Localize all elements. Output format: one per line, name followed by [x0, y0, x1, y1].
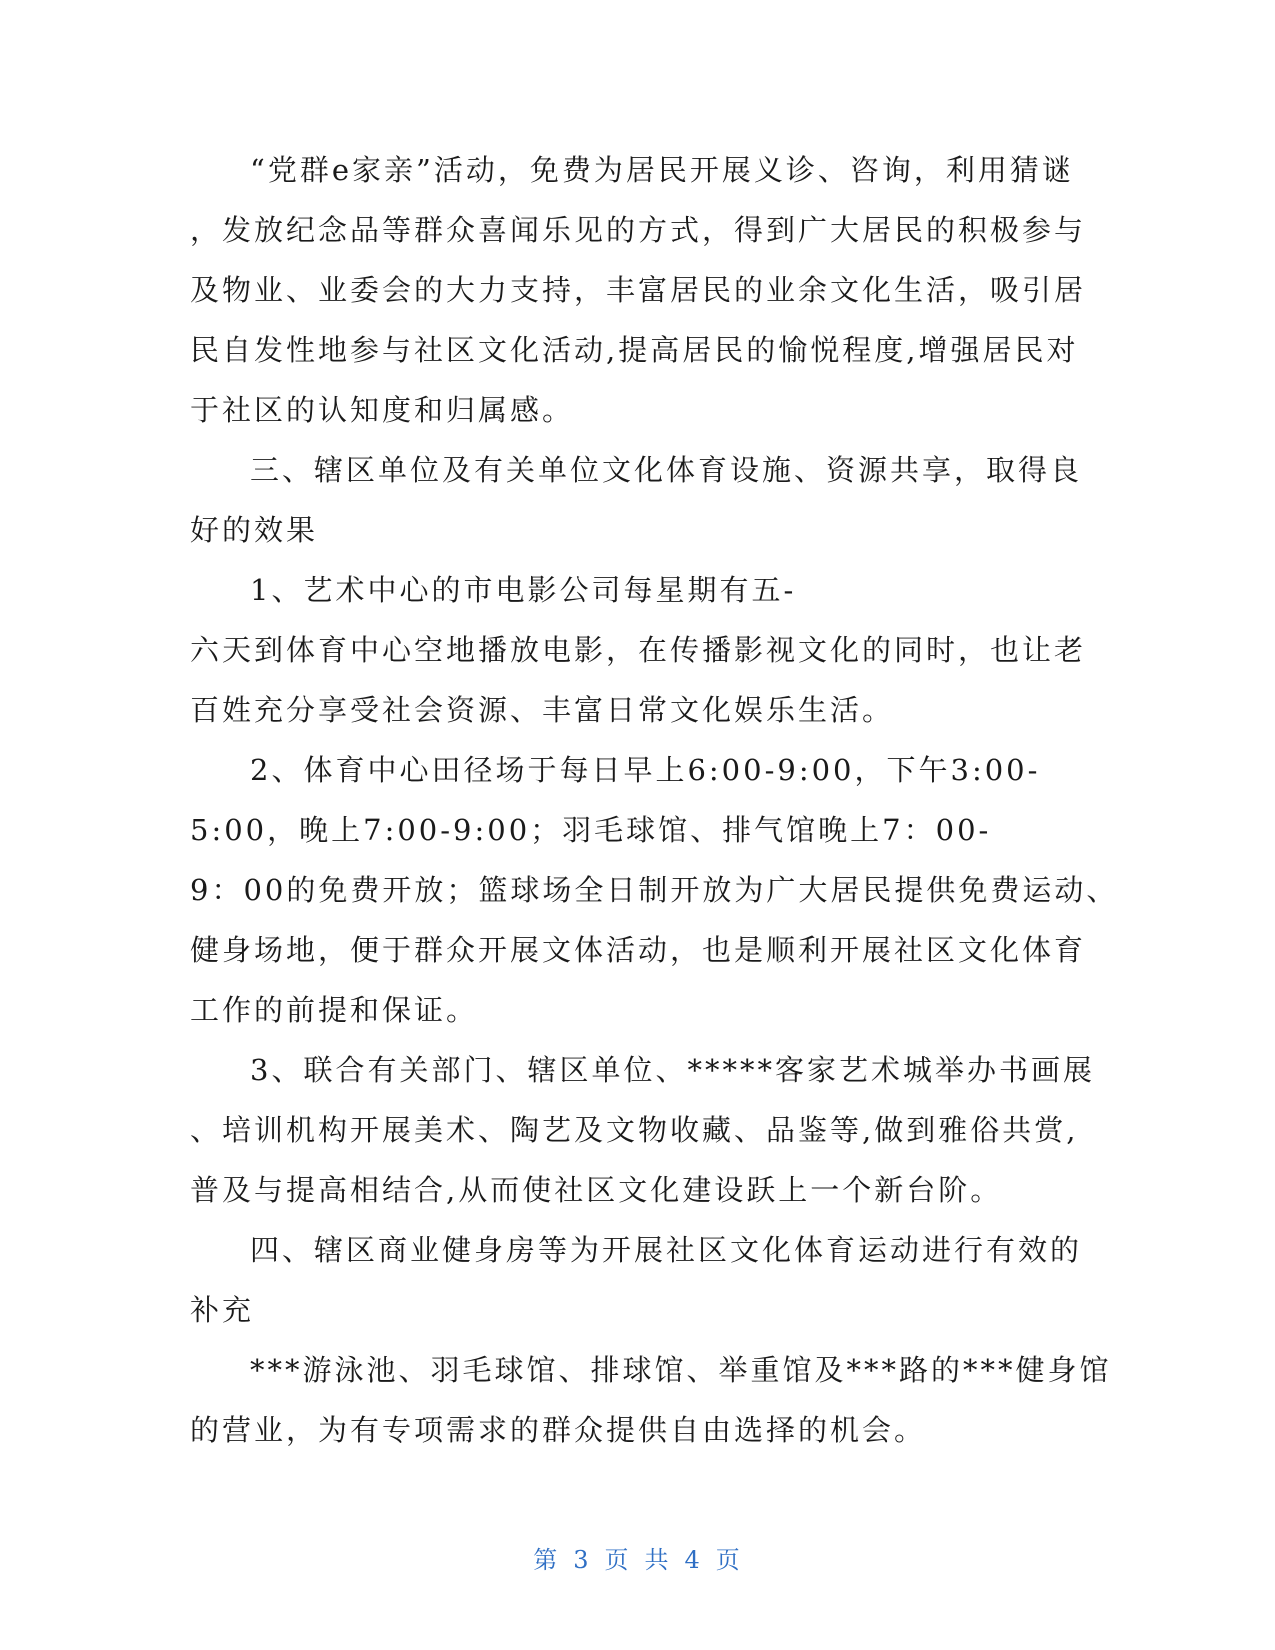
page-footer [0, 1540, 1275, 1575]
text-line: 、培训机构开展美术、陶艺及文物收藏、品鉴等,做到雅俗共赏, [190, 1113, 1079, 1147]
text-line: ，发放纪念品等群众喜闻乐见的方式，得到广大居民的积极参与 [190, 213, 1087, 247]
text-line: 百姓充分享受社会资源、丰富日常文化娱乐生活。 [190, 693, 895, 727]
page-label: 页 [604, 1546, 631, 1574]
section-heading-line: 四、辖区商业健身房等为开展社区文化体育运动进行有效的 [250, 1233, 1083, 1267]
text-line: “党群e家亲”活动，免费为居民开展义诊、咨询，利用猜谜 [250, 153, 1074, 187]
current-page-number: 3 [573, 1546, 591, 1574]
section-heading-line: 补充 [190, 1293, 255, 1327]
text-line: 的营业，为有专项需求的群众提供自由选择的机会。 [190, 1413, 927, 1447]
page-number-prefix: 第 [533, 1546, 560, 1574]
text-line: 民自发性地参与社区文化活动,提高居民的愉悦程度,增强居民对 [190, 333, 1079, 367]
text-line: 5:00，晚上7:00-9:00；羽毛球馆、排气馆晚上7：00- [190, 813, 992, 847]
text-line: ***游泳池、羽毛球馆、排球馆、举重馆及***路的***健身馆 [250, 1353, 1112, 1387]
total-page-count: 4 [684, 1546, 702, 1574]
text-line: 工作的前提和保证。 [190, 993, 479, 1027]
text-line: 3、联合有关部门、辖区单位、*****客家艺术城举办书画展 [250, 1053, 1095, 1087]
text-line: 健身场地，便于群众开展文体活动，也是顺利开展社区文化体育 [190, 933, 1087, 967]
section-heading-line: 好的效果 [190, 513, 319, 547]
total-label: 页 [715, 1546, 742, 1574]
section-heading-line: 三、辖区单位及有关单位文化体育设施、资源共享，取得良 [250, 453, 1083, 487]
text-line: 及物业、业委会的大力支持，丰富居民的业余文化生活，吸引居 [190, 273, 1087, 307]
text-line: 于社区的认知度和归属感。 [190, 393, 575, 427]
text-line: 1、艺术中心的市电影公司每星期有五- [250, 573, 797, 607]
text-line: 普及与提高相结合,从而使社区文化建设跃上一个新台阶。 [190, 1173, 1003, 1207]
text-line: 9：00的免费开放；篮球场全日制开放为广大居民提供免费运动、 [190, 873, 1119, 907]
text-line: 六天到体育中心空地播放电影，在传播影视文化的同时，也让老 [190, 633, 1087, 667]
document-body [190, 140, 1119, 1460]
text-line: 2、体育中心田径场于每日早上6:00-9:00，下午3:00- [250, 753, 1041, 787]
total-prefix: 共 [644, 1546, 671, 1574]
